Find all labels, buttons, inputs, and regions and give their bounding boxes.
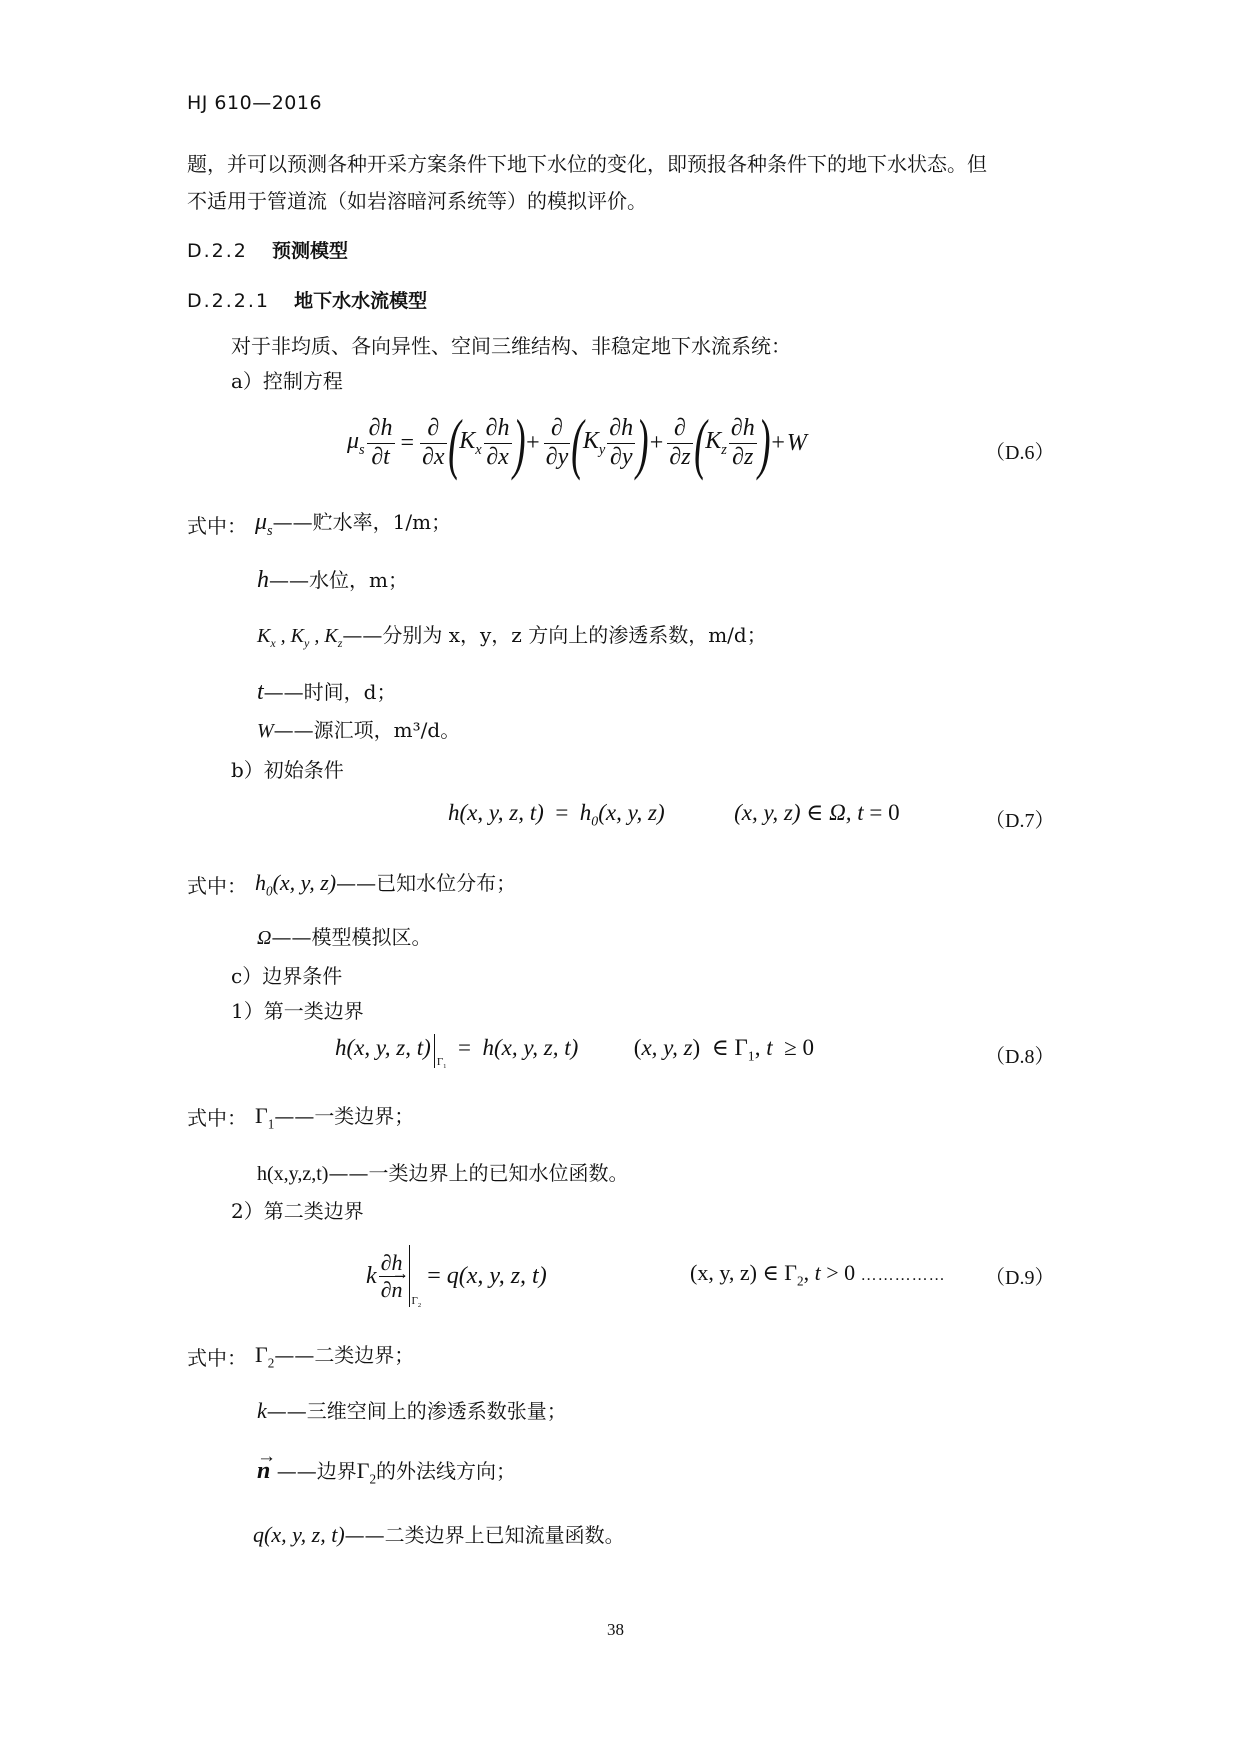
label-a: a）控制方程	[231, 369, 343, 393]
def-h0: $h_0(x$, y, z)——已知水位分布；	[255, 870, 517, 899]
intro-line-1: 题，并可以预测各种开采方案条件下地下水位的变化，即预报各种条件下的地下水状态。但	[187, 152, 987, 176]
def-text: ——分别为 x，y，z 方向上的渗透系数，m/d；	[342, 623, 767, 647]
def-text: ——已知水位分布；	[336, 871, 517, 895]
intro-line-2: 不适用于管道流（如岩溶暗河系统等）的模拟评价。	[187, 189, 647, 213]
def-text: ——贮水率，1/m；	[272, 510, 452, 534]
section-heading-d222	[187, 236, 348, 263]
def-h-func	[257, 1160, 628, 1187]
label-c: c）边界条件	[231, 964, 343, 988]
label-c2: 2）第二类边界	[231, 1199, 364, 1223]
section-title: 地下水水流模型	[294, 290, 428, 312]
def-text: ——三维空间上的渗透系数张量；	[266, 1399, 567, 1423]
where-label: 式中：	[187, 514, 247, 538]
def-n-vector: → n ——边界$\Gamma_2$的外法线方向；	[257, 1458, 516, 1492]
intro-sentence: 对于非均质、各向异性、空间三维结构、非稳定地下水流系统：	[231, 334, 791, 358]
def-text: ——一类边界；	[274, 1104, 415, 1128]
def-mu-s: $\mu_s——$贮水率，1/m；	[255, 509, 452, 539]
def-text-post: 的外法线方向；	[376, 1459, 517, 1483]
def-gamma2: $\Gamma_2——$二类边界；	[255, 1342, 415, 1371]
section-heading-d2221	[187, 286, 427, 313]
def-text: ——模型模拟区。	[271, 925, 432, 949]
def-text: ——一类边界上的已知水位函数。	[328, 1161, 629, 1185]
def-symbol: h(x,y,z,t)	[257, 1163, 329, 1185]
equation-d6: $\mu_s$ $\frac{\partial h}{\partial t}$ = $\frac{\partial}{\partial x}$ ( $K_x$ $\frac{\partial h}{\partial x}$ ) + $\frac{\partial}{\partial y}$ ( $K_y$ $\frac{\partial h}{\partial y}$ ) + $\frac{\partial}{\partial z}$ ( $K_z$ $\frac{\partial h}{\partial z}$ ) + W	[347, 405, 807, 481]
equation-number-d9: （D.9）	[985, 1267, 1055, 1289]
def-k-tensor: k——三维空间上的渗透系数张量；	[257, 1398, 567, 1423]
def-q-func: q(x, y, z, t)——二类边界上已知流量函数。	[253, 1522, 625, 1547]
def-w: W——源汇项，m³/d。	[257, 718, 461, 742]
label-c1: 1）第一类边界	[231, 999, 364, 1023]
def-omega: Ω——模型模拟区。	[257, 925, 432, 949]
def-t: t——时间，d；	[257, 679, 397, 705]
label-b: b）初始条件	[231, 758, 344, 782]
equation-d9: k $\frac{\partial h}{\partial\to n}$ $\Gamma_2$ = q(x, y, z, t)	[366, 1240, 547, 1312]
section-number: D.2.2.1	[187, 290, 271, 312]
page-number: 38	[607, 1620, 624, 1639]
where-label: 式中：	[187, 1346, 247, 1370]
def-h: h——水位，m；	[257, 567, 408, 593]
equation-d8: h(x, y, z, $t)\Gamma_1 = h(x$, y, z, t) (x, y, z) ∈ $\Gamma_1$, t ≥ 0	[335, 1035, 814, 1071]
where-label: 式中：	[187, 874, 247, 898]
def-text: ——时间，d；	[263, 680, 397, 704]
standard-code: HJ 610—2016	[187, 92, 323, 114]
def-text-pre: ——边界	[276, 1459, 357, 1483]
def-text: ——源汇项，m³/d。	[273, 718, 461, 742]
def-gamma1: $\Gamma_1——$一类边界；	[255, 1103, 415, 1132]
section-title: 预测模型	[271, 240, 348, 262]
section-number: D.2.2	[187, 240, 248, 262]
equation-d7: h(x, y, z, $t) = h_0(x$, y, z) (x, y, z) ∈ Ω, t = 0	[448, 800, 900, 829]
equation-d9-domain: (x, y, z) ∈ $\Gamma_2$, t > 0 ……………	[690, 1260, 946, 1289]
def-text: ——二类边界上已知流量函数。	[344, 1523, 625, 1547]
def-text: ——水位，m；	[269, 568, 408, 592]
equation-d9-dots: ……………	[860, 1267, 946, 1284]
equation-number-d8: （D.8）	[985, 1046, 1055, 1068]
def-text: ——二类边界；	[274, 1343, 415, 1367]
equation-number-d6: （D.6）	[985, 442, 1055, 464]
def-k-xyz: $K_x$ , $K_y$ , $K_z——$分别为 x，y，z 方向上的渗透系数，m/d；	[257, 623, 767, 650]
where-label: 式中：	[187, 1106, 247, 1130]
equation-number-d7: （D.7）	[985, 810, 1055, 832]
